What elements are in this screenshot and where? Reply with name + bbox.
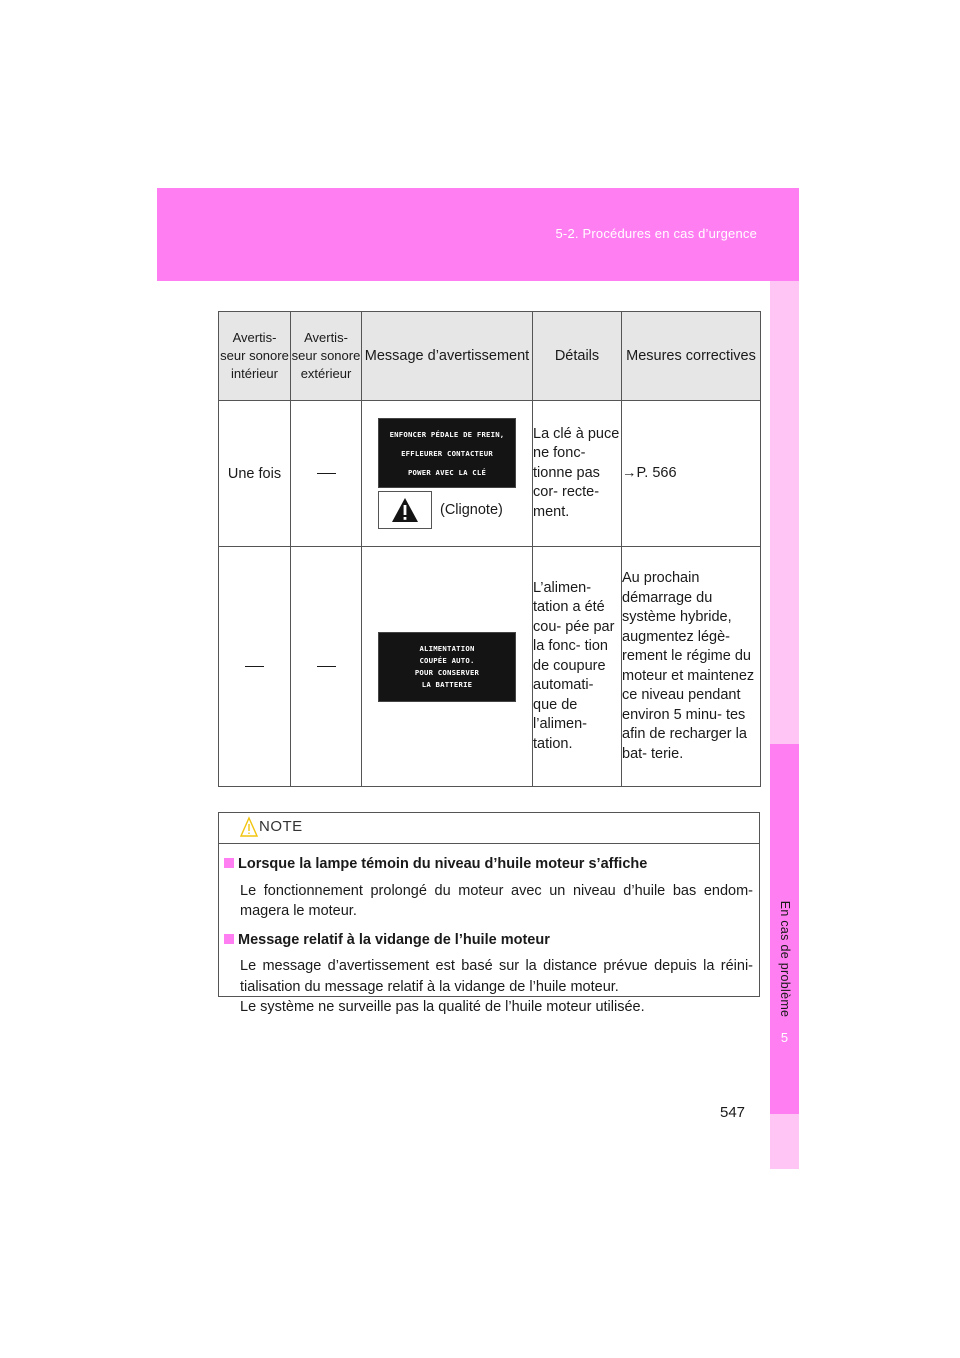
caution-triangle-icon	[240, 815, 258, 844]
header-corrective-measures: Mesures correctives	[622, 312, 761, 401]
bullet-square-icon	[224, 858, 234, 868]
chapter-label: En cas de problème	[777, 900, 792, 1018]
dash-mark	[317, 473, 336, 474]
note-item-title-text: Message relatif à la vidange de l’huile moteur	[238, 931, 550, 948]
note-label: NOTE	[259, 818, 303, 835]
header-interior-buzzer: Avertis- seur sonore intérieur	[219, 312, 291, 401]
chapter-label-block	[770, 829, 799, 1089]
details-cell: L’alimen- tation a été cou- pée par la fonc- tion de coupure automati- que de l’alimen- tation.	[533, 547, 622, 787]
blink-label: (Clignote)	[440, 502, 503, 518]
header-warning-message: Message d’avertissement	[362, 312, 533, 401]
dash-mark	[245, 666, 264, 667]
note-header	[219, 813, 759, 844]
table-row	[219, 401, 761, 547]
warning-triangle-icon	[378, 491, 432, 529]
lcd-line: ENFONCER PÉDALE DE FREIN,	[389, 430, 505, 439]
measures-cell: Au prochain démarrage du système hybride, augmentez légè- rement le régime du moteur et maintenez ce niveau pendant environ 5 minu- tes afin de recharger la bat- terie.	[622, 547, 761, 787]
note-item-text: Le message d’avertissement est basé sur la distance prévue depuis la réini- tialisation du message relatif à la vidange de l’huile moteur.	[240, 958, 753, 995]
dash-mark	[317, 666, 336, 667]
note-item-title	[224, 930, 753, 951]
lcd-line: LA BATTERIE	[421, 680, 473, 690]
measures-cell: →P. 566	[622, 401, 761, 547]
table-header-row	[219, 312, 761, 401]
exterior-buzzer-cell	[291, 547, 362, 787]
note-item-text: Le système ne surveille pas la qualité de l’huile moteur utilisée.	[240, 999, 645, 1015]
lcd-line: POUR CONSERVER	[414, 667, 480, 677]
lcd-line: COUPÉE AUTO.	[419, 655, 475, 665]
lcd-line: EFFLEURER CONTACTEUR	[401, 449, 493, 458]
note-item-text: Le fonctionnement prolongé du moteur avec un niveau d’huile bas endom- magera le moteur.	[240, 882, 753, 919]
blink-indicator-row	[378, 491, 532, 529]
header-details: Détails	[533, 312, 622, 401]
details-cell: La clé à puce ne fonc- tionne pas cor- recte- ment.	[533, 401, 622, 547]
table-row	[219, 547, 761, 787]
note-item-title-text: Lorsque la lampe témoin du niveau d’huile moteur s’affiche	[238, 856, 648, 872]
note-item-title	[224, 854, 753, 875]
message-cell	[362, 547, 533, 787]
chapter-number: 5	[780, 1030, 789, 1045]
chapter-side-tab	[770, 281, 799, 1169]
interior-buzzer-cell	[219, 547, 291, 787]
warning-table	[218, 311, 761, 787]
lcd-line: ALIMENTATION	[419, 643, 475, 653]
interior-buzzer-cell: Une fois	[219, 401, 291, 547]
note-box	[218, 812, 760, 1015]
lcd-display-power-off	[378, 632, 516, 702]
message-cell	[362, 401, 533, 547]
bullet-square-icon	[224, 934, 234, 944]
section-title: 5-2. Procédures en cas d’urgence	[555, 226, 757, 241]
lcd-display-brake	[378, 418, 516, 488]
note-body	[219, 844, 759, 1018]
page-number: 547	[720, 1104, 746, 1121]
header-band	[157, 188, 799, 281]
exterior-buzzer-cell	[291, 401, 362, 547]
lcd-line: POWER AVEC LA CLÉ	[407, 468, 487, 477]
header-exterior-buzzer: Avertis- seur sonore extérieur	[291, 312, 362, 401]
